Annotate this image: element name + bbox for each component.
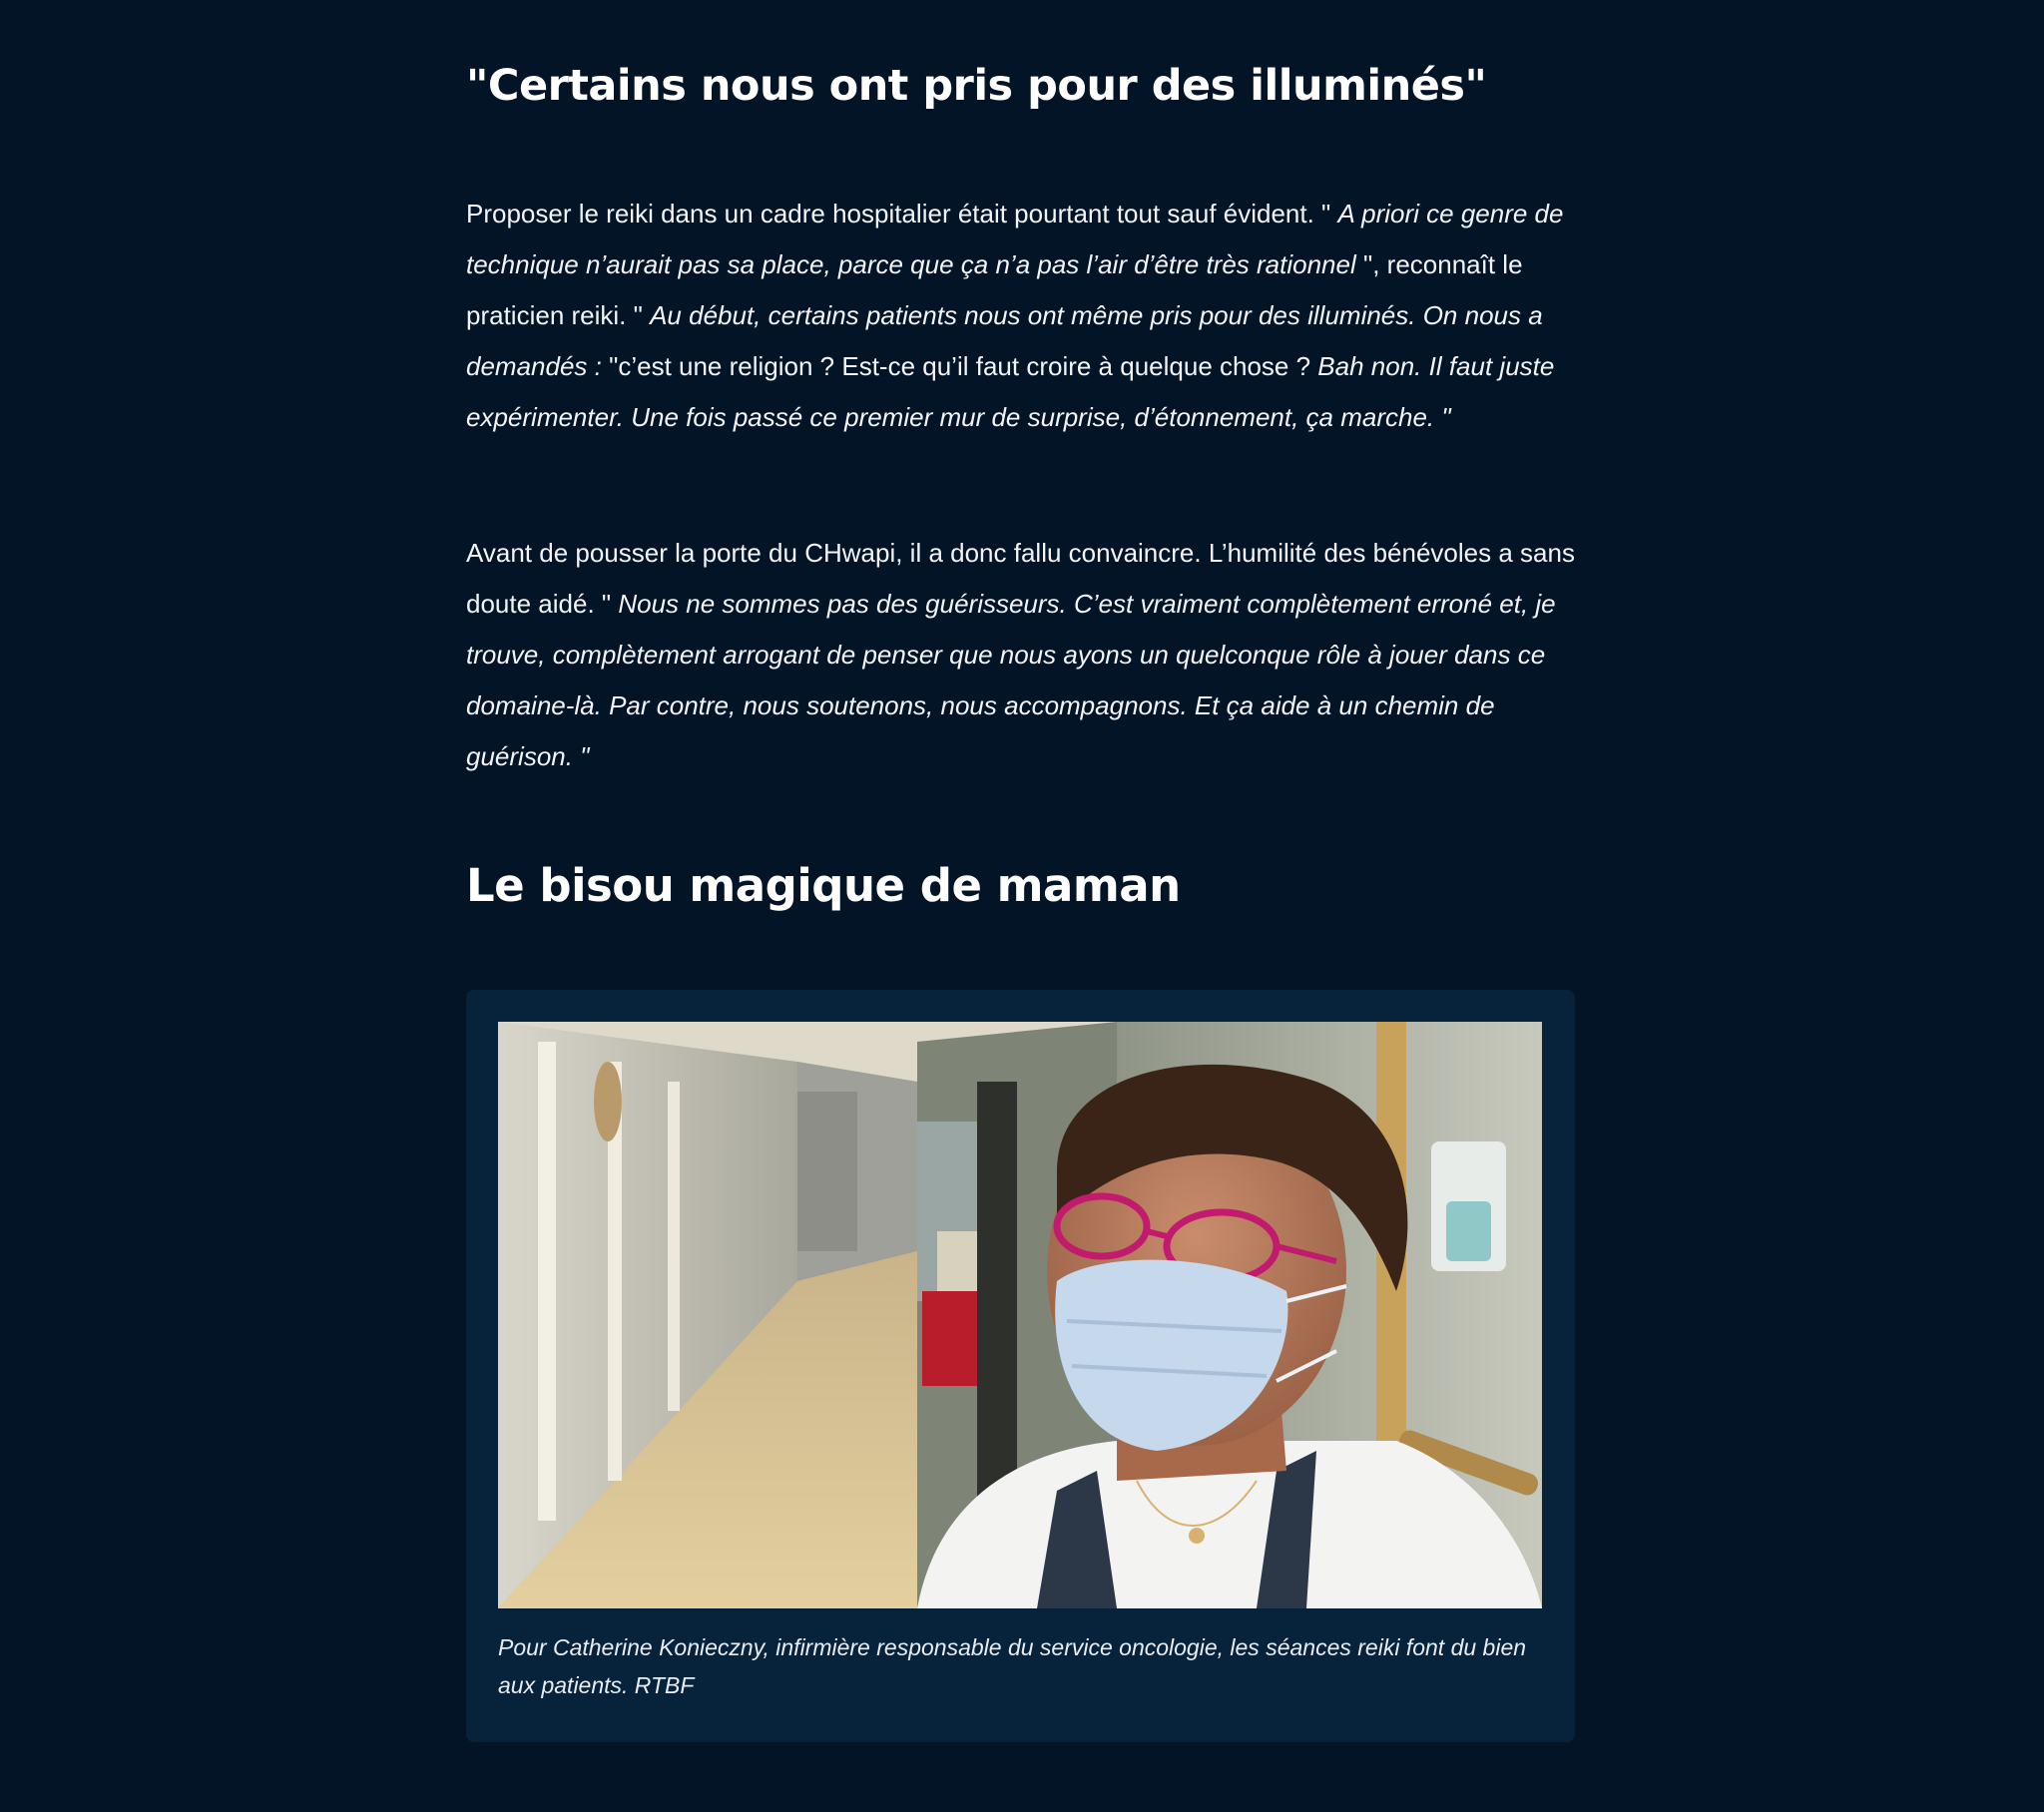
text-segment: Avant de pousser la porte du CHwapi, il a donc fallu convaincre. L’humilité des bénévoles a sans doute aidé. ": [466, 538, 1575, 619]
photo-caption: Pour Catherine Konieczny, infirmière responsable du service oncologie, les séances reiki font du bien aux patients. RTBF: [498, 1634, 1527, 1698]
section-heading-illumines: "Certains nous ont pris pour des illuminés": [466, 61, 1487, 111]
photo-figure: [466, 990, 1575, 1742]
section-heading-bisou-magique: Le bisou magique de maman: [466, 859, 1181, 912]
quote-segment: Bah non. Il faut juste expérimenter. Une fois passé ce premier mur de surprise, d’étonnement, ça marche. ": [466, 351, 1555, 432]
text-segment: ", reconnaît le praticien reiki. ": [466, 249, 1523, 330]
quote-segment: Au début, certains patients nous ont même pris pour des illuminés. On nous a demandés :: [466, 300, 1543, 381]
paragraph-reiki-hospital: [466, 189, 1576, 443]
nurse-photo: [498, 1022, 1542, 1608]
text-segment: Proposer le reiki dans un cadre hospitalier était pourtant tout sauf évident. ": [466, 199, 1338, 228]
paragraph-convince-chwapi: [466, 528, 1576, 782]
text-segment: "c’est une religion ? Est-ce qu’il faut croire à quelque chose ?: [601, 351, 1318, 381]
quote-segment: A priori ce genre de technique n’aurait pas sa place, parce que ça n’a pas l’air d’être très rationnel: [466, 199, 1564, 279]
quote-segment: Nous ne sommes pas des guérisseurs. C’est vraiment complètement erroné et, je trouve, complètement arrogant de penser que nous ayons un quelconque rôle à jouer dans ce domaine-là. Par contre, nous soutenons, nous accompagnons. Et ça aide à un chemin de guérison. ": [466, 589, 1556, 771]
